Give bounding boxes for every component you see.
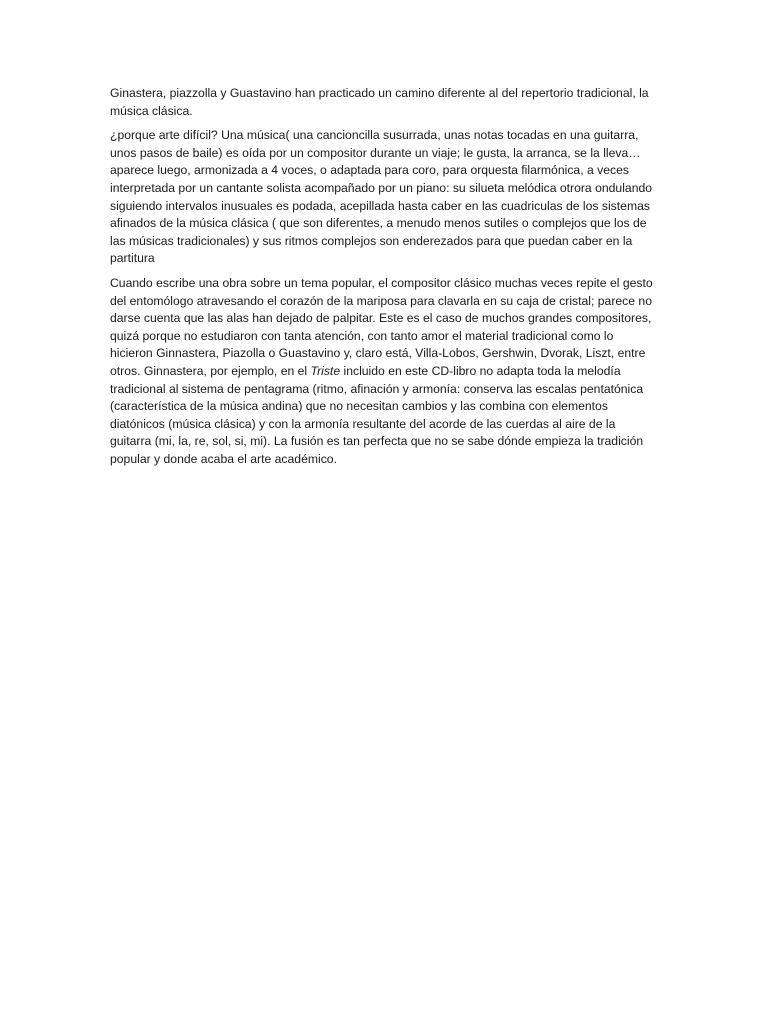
paragraph-question xyxy=(110,127,656,268)
triste-title: Triste xyxy=(310,363,341,378)
paragraph-composer-text-before: Cuando escribe una obra sobre un tema popular, el compositor clásico muchas veces repite el gesto del entomólogo atravesando el corazón de la mariposa para clavarla en su caja de cristal; parece no darse cuenta que las alas han dejado de palpitar. Este es el caso de muchos grandes compositores, quizá porque no estudiaron con tanta atención, con tanto amor el material tradicional como lo hicieron Ginnastera, Piazolla o Guastavino y, claro está, Villa-Lobos, Gershwin, Dvorak, Liszt, entre otros. Ginnastera, por ejemplo, en el xyxy=(110,275,653,378)
document-body xyxy=(110,85,656,475)
paragraph-intro xyxy=(110,85,656,120)
paragraph-composer-text-after: incluido en este CD-libro no adapta toda la melodía tradicional al sistema de pentagrama (ritmo, afinación y armonía: conserva las escalas pentatónica (característica de la música andina) que no necesitan cambios y las combina con elementos diatónicos (música clásica) y con la armonía resultante del acorde de las cuerdas al aire de la guitarra (mi, la, re, sol, si, mi). La fusión es tan perfecta que no se sabe dónde empieza la tradición popular y donde acaba el arte académico. xyxy=(110,363,644,466)
paragraph-composer xyxy=(110,275,656,469)
paragraph-intro-text: Ginastera, piazzolla y Guastavino han practicado un camino diferente al del repertorio tradicional, la música clásica. xyxy=(110,86,649,118)
paragraph-question-text: ¿porque arte difícil? Una música( una cancioncilla susurrada, unas notas tocadas en una guitarra, unos pasos de baile) es oída por un compositor durante un viaje; le gusta, la arranca, se la lleva… aparece luego, armonizada a 4 voces, o adaptada para coro, para orquesta filarmónica, a veces interpretada por un cantante solista acompañado por un piano: su silueta melódica otrora ondulando siguiendo intervalos inusuales es podada, acepillada hasta caber en las cuadriculas de los sistemas afinados de la música clásica ( que son diferentes, a menudo menos sutiles o complejos que los de las músicas tradicionales) y sus ritmos complejos son enderezados para que puedan caber en la partitura xyxy=(110,128,653,266)
